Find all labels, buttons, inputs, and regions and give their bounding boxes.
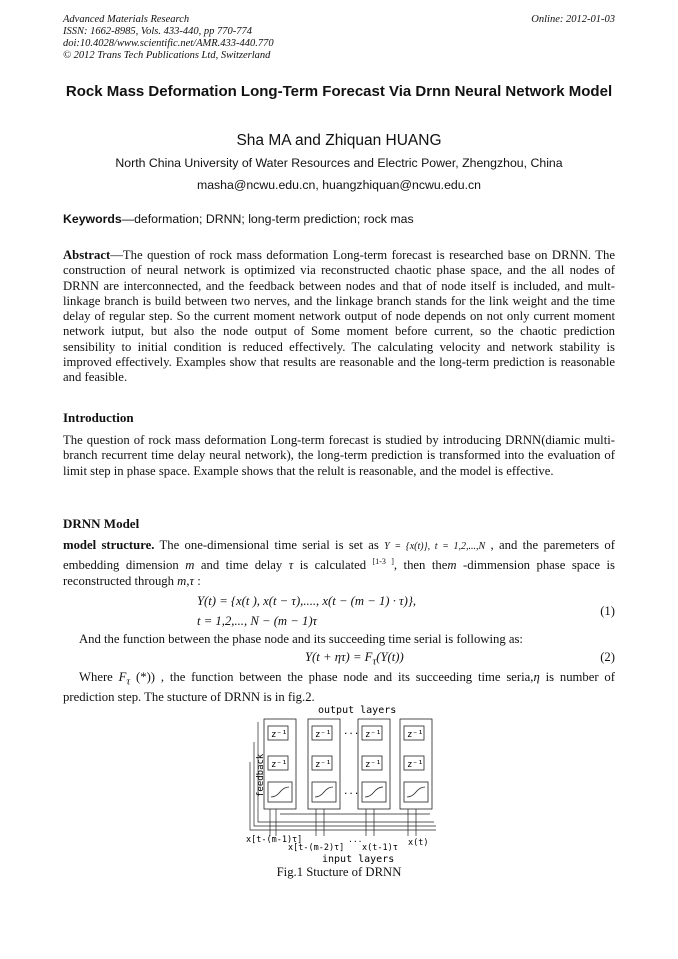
neuron-column-1 <box>264 719 296 809</box>
drnn-structure-diagram <box>240 702 440 870</box>
text-run: : <box>194 573 201 588</box>
text-run: (*)) , the function between the phase node and its succeeding time seria, <box>130 670 534 684</box>
inline-math: Y = {x(t)}, t = 1,2,...,N <box>384 541 486 552</box>
equation-1-line-2: t = 1,2,..., N − (m − 1)τ <box>197 614 318 628</box>
delay-label: z⁻¹ <box>365 760 382 770</box>
inline-math: m <box>185 558 195 573</box>
column-ellipsis: ... <box>343 727 360 737</box>
neuron-column-3 <box>358 719 390 809</box>
input-label-3: x(t-1)τ <box>362 843 398 853</box>
delay-label: z⁻¹ <box>407 760 424 770</box>
author-emails: masha@ncwu.edu.cn, huangzhiquan@ncwu.edu.cn <box>196 178 482 192</box>
abstract-text: —The question of rock mass deformation Long-term forecast is researched base on DRNN. The construction of neural network is optimized via reconstructed chaotic phase space, and the all nodes of DRNN are interconnected, and the feedback between nodes and that of node itself is included, and mult-linkage branch is build between two nerves, and the linkage branch stands for the link weight and the time delay of regular step. So the current moment network output of node depends on not only current moment network iutput, but also the node output of Some moment before current, so the chaotic prediction sensibility to initial condition is reduced effectively. The calculating velocity and network stability is improved effectively. Examples show that results are reasonable and the long-term prediction is reasonable and feasible. <box>63 248 615 385</box>
figure-caption: Fig.1 Stucture of DRNN <box>276 865 402 879</box>
inline-math: η <box>533 670 540 684</box>
function-paragraph: And the function between the phase node and its succeeding time serial is following as: <box>79 632 523 646</box>
journal-name: Advanced Materials Research <box>63 14 190 25</box>
equation-1-number: (1) <box>600 604 615 618</box>
neuron-column-2 <box>308 719 340 809</box>
feedback-label: feedback <box>256 753 266 797</box>
input-layers-label: input layers <box>322 854 395 865</box>
delay-label: z⁻¹ <box>315 760 332 770</box>
input-label-4: x(t) <box>408 838 429 848</box>
text-run: and time delay <box>194 558 289 573</box>
delay-label: z⁻¹ <box>365 730 382 740</box>
text-run: , and the paremeters of embedding dimension <box>63 538 615 573</box>
copyright: © 2012 Trans Tech Publications Ltd, Switzerland <box>63 50 271 61</box>
input-ellipsis: ... <box>348 835 363 844</box>
text-run: Where <box>79 670 119 684</box>
sigmoid-icon <box>365 787 383 797</box>
where-paragraph <box>63 670 615 705</box>
delay-label: z⁻¹ <box>407 730 424 740</box>
text-run: -dimmension phase space is reconstructed through <box>63 558 615 588</box>
delay-label: z⁻¹ <box>271 760 288 770</box>
inline-math-sub: τ <box>126 676 131 688</box>
sigmoid-icon <box>271 787 289 797</box>
inline-math: m,τ <box>177 573 195 588</box>
paper-title: Rock Mass Deformation Long-Term Forecast Via Drnn Neural Network Model <box>65 83 613 100</box>
citation: [1-3 ] <box>372 557 394 567</box>
delay-label: z⁻¹ <box>271 730 288 740</box>
text-run: , then the <box>393 558 448 573</box>
keywords-text: —deformation; DRNN; long-term prediction; rock mas <box>121 212 414 226</box>
affiliation: North China University of Water Resources and Electric Power, Zhengzhou, China <box>115 156 563 170</box>
keywords <box>63 212 615 226</box>
output-layers-label: output layers <box>318 705 397 716</box>
keywords-label: Keywords <box>63 212 122 226</box>
abstract <box>63 248 615 386</box>
sigmoid-icon <box>407 787 425 797</box>
equation-2 <box>305 650 404 668</box>
equation-2-sub: τ <box>372 656 377 668</box>
inline-math: F <box>118 670 127 684</box>
equation-2-number: (2) <box>600 650 615 664</box>
input-label-2: x[t-(m-2)τ] <box>288 843 345 853</box>
text-run: is calculated <box>293 558 373 573</box>
online-date: Online: 2012-01-03 <box>531 14 615 25</box>
equation-2-main: Y(t + ητ) = F <box>305 650 373 664</box>
model-structure-paragraph <box>63 538 615 589</box>
authors: Sha MA and Zhiquan HUANG <box>236 132 442 149</box>
text-run: The one-dimensional time serial is set as <box>154 538 385 552</box>
model-structure-label: model structure. <box>63 538 155 552</box>
equation-1-line-1: Y(t) = {x(t ), x(t − τ),...., x(t − (m − 1) · τ)}, <box>197 594 417 608</box>
sigmoid-icon <box>315 787 333 797</box>
text-run: is number of prediction step. The stucture of DRNN is in fig.2. <box>63 670 615 704</box>
drnn-heading: DRNN Model <box>63 516 140 531</box>
column-ellipsis: ... <box>343 787 360 797</box>
inline-math: τ <box>288 558 294 573</box>
introduction-text: The question of rock mass deformation Long-term forecast is studied by introducing DRNN(diamic multi-branch recurrent time delay neural network), the long-term prediction is transformed into the evaluation of limit step in phase space. Example shows that the relult is reasonable, and the model is effective. <box>63 433 615 478</box>
input-label-1: x[t-(m-1)τ] <box>246 835 303 845</box>
equation-2-tail: (Y(t)) <box>376 650 404 664</box>
abstract-label: Abstract <box>63 248 111 262</box>
introduction-heading: Introduction <box>63 410 134 425</box>
journal-header <box>63 14 615 62</box>
issn: ISSN: 1662-8985, Vols. 433-440, pp 770-774 <box>63 26 252 37</box>
doi: doi:10.4028/www.scientific.net/AMR.433-440.770 <box>63 38 274 49</box>
neuron-column-4 <box>400 719 432 809</box>
delay-label: z⁻¹ <box>315 730 332 740</box>
inline-math: m <box>447 558 457 573</box>
